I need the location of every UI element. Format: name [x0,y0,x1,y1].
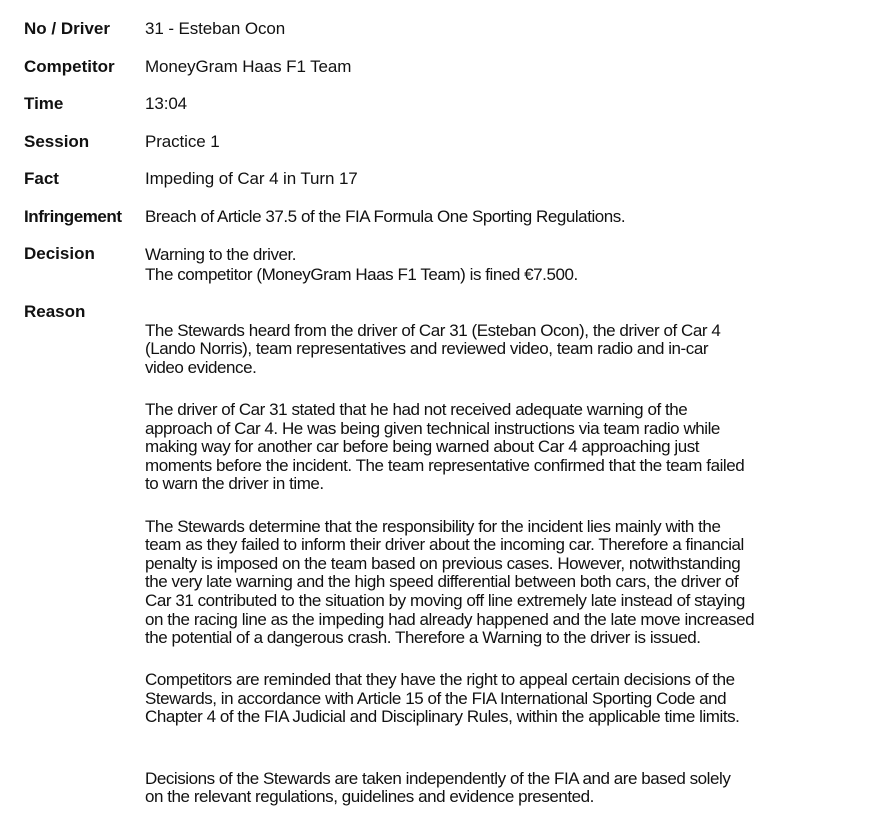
field-label: Decision [24,244,95,263]
reason-paragraph: The Stewards determine that the responsibility for the incident lies mainly with the team as they failed to inform their driver about the incoming car. Therefore a financial penalty is imposed on the team based on previous cases. However, notwithstanding the very late warning and the high speed differential between both cars, the driver of Car 31 contributed to the situation by moving off line extremely late instead of staying on the racing line as the impeding had already happened and the late move increased the potential of a dangerous crash. Therefore a Warning to the driver is issued. [145,516,755,648]
field-label: Session [24,132,90,151]
reason-paragraph: The Stewards heard from the driver of Car 31 (Esteban Ocon), the driver of Car 4 (Lando Norris), team representatives and reviewed video, team radio and in-car video evidence. [145,320,721,377]
field-label: No / Driver [24,19,110,38]
field-value: Practice 1 [145,132,220,151]
field-label: Fact [24,169,59,188]
field-value: 31 - Esteban Ocon [145,19,286,38]
field-value: Impeding of Car 4 in Turn 17 [145,169,358,188]
independence-notice: Decisions of the Stewards are taken independently of the FIA and are based solely on the relevant regulations, guidelines and evidence presented. [145,768,731,807]
field-label: Infringement [24,207,122,226]
field-label: Time [24,94,64,113]
appeal-notice: Competitors are reminded that they have the right to appeal certain decisions of the Stewards, in accordance with Article 15 of the FIA International Sporting Code and Chapter 4 of the FIA Judicial and Disciplinary Rules, within the applicable time limits. [145,670,740,727]
field-label: Competitor [24,57,115,76]
field-value: Breach of Article 37.5 of the FIA Formula One Sporting Regulations. [145,207,626,226]
field-label: Reason [24,302,86,321]
field-value: Warning to the driver. The competitor (MoneyGram Haas F1 Team) is fined €7.500. [145,245,578,284]
reason-paragraph: The driver of Car 31 stated that he had not received adequate warning of the approach of Car 4. He was being given technical instructions via team radio while making way for another car before being warned about Car 4 approaching just moments before the incident. The team representative confirmed that the team failed to warn the driver in time. [145,399,745,494]
field-value: 13:04 [145,94,188,113]
reason-body [145,303,875,825]
field-value: MoneyGram Haas F1 Team [145,57,352,76]
